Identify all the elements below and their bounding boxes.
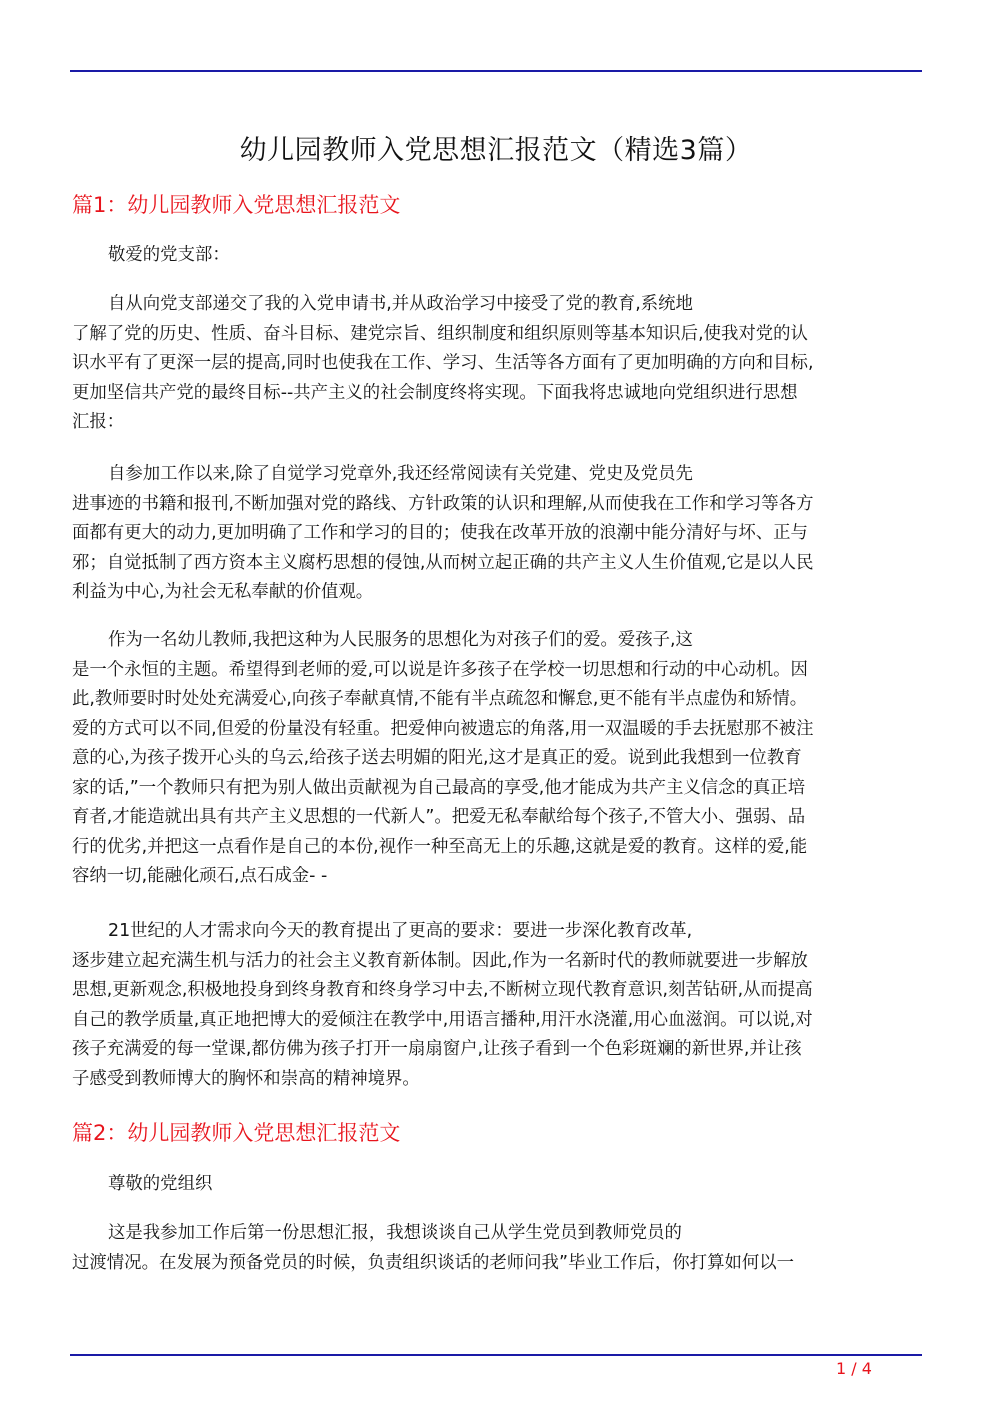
paragraph-line: 爱的方式可以不同,但爱的份量没有轻重。把爱伸向被遗忘的角落,用一双温暖的手去抚慰那不被注 <box>72 718 814 739</box>
paragraph-1-1 <box>72 290 924 438</box>
paragraph-1-3 <box>72 626 924 892</box>
paragraph-line: 此,教师要时时处处充满爱心,向孩子奉献真情,不能有半点疏忽和懈怠,更不能有半点虚伪和矫情。 <box>72 689 808 709</box>
paragraph-line: 自参加工作以来,除了自觉学习党章外,我还经常阅读有关党建、党史及党员先 <box>108 464 693 484</box>
paragraph-line: 面都有更大的动力,更加明确了工作和学习的目的；使我在改革开放的浪潮中能分清好与坏、正与 <box>72 523 808 543</box>
paragraph-line: 汇报： <box>72 412 125 432</box>
paragraph-line: 容纳一切,能融化顽石,点石成金- - <box>72 866 328 886</box>
paragraph-line: 育者,才能造就出具有共产主义思想的一代新人”。把爱无私奉献给每个孩子,不管大小、强弱、品 <box>72 807 806 827</box>
section-1-heading: 篇1：幼儿园教师入党思想汇报范文 <box>72 193 401 217</box>
paragraph-1-4 <box>72 917 924 1094</box>
paragraph-line: 孩子充满爱的每一堂课,都仿佛为孩子打开一扇扇窗户,让孩子看到一个色彩斑斓的新世界,并让孩 <box>72 1039 802 1059</box>
salutation-1 <box>72 241 924 271</box>
paragraph-line: 这是我参加工作后第一份思想汇报，我想谈谈自己从学生党员到教师党员的 <box>108 1223 682 1243</box>
paragraph-1-2 <box>72 460 924 608</box>
paragraph-line: 自从向党支部递交了我的入党申请书,并从政治学习中接受了党的教育,系统地 <box>108 294 693 314</box>
paragraph-line: 家的话,”一个教师只有把为别人做出贡献视为自己最高的享受,他才能成为共产主义信念的真正培 <box>72 777 806 798</box>
paragraph-line: 作为一名幼儿教师,我把这种为人民服务的思想化为对孩子们的爱。爱孩子,这 <box>108 630 693 650</box>
salutation-2 <box>72 1170 924 1200</box>
paragraph-line: 邪；自觉抵制了西方资本主义腐朽思想的侵蚀,从而树立起正确的共产主义人生价值观,它是以人民 <box>72 552 814 573</box>
document-title: 幼儿园教师入党思想汇报范文（精选3篇） <box>239 135 753 166</box>
paragraph-line: 尊敬的党组织 <box>108 1174 213 1194</box>
paragraph-line: 是一个永恒的主题。希望得到老师的爱,可以说是许多孩子在学校一切思想和行动的中心动机。因 <box>72 659 808 680</box>
paragraph-line: 21世纪的人才需求向今天的教育提出了更高的要求：要进一步深化教育改革, <box>108 921 693 941</box>
paragraph-line: 子感受到教师博大的胸怀和崇高的精神境界。 <box>72 1068 420 1089</box>
section-2-heading: 篇2：幼儿园教师入党思想汇报范文 <box>72 1121 401 1145</box>
paragraph-2-1 <box>72 1219 924 1278</box>
paragraph-line: 了解了党的历史、性质、奋斗目标、建党宗旨、组织制度和组织原则等基本知识后,使我对党的认 <box>72 323 808 344</box>
footer-rule <box>70 1354 922 1356</box>
paragraph-line: 利益为中心,为社会无私奉献的价值观。 <box>72 582 374 602</box>
paragraph-line: 自己的教学质量,真正地把博大的爱倾注在教学中,用语言播种,用汗水浇灌,用心血滋润。可以说,对 <box>72 1009 813 1030</box>
paragraph-line: 逐步建立起充满生机与活力的社会主义教育新体制。因此,作为一名新时代的教师就要进一步解放 <box>72 950 808 971</box>
paragraph-line: 行的优劣,并把这一点看作是自己的本份,视作一种至高无上的乐趣,这就是爱的教育。这样的爱,能 <box>72 836 808 857</box>
paragraph-line: 思想,更新观念,积极地投身到终身教育和终身学习中去,不断树立现代教育意识,刻苦钻研,从而提高 <box>72 980 813 1000</box>
paragraph-line: 过渡情况。在发展为预备党员的时候，负责组织谈话的老师问我”毕业工作后，你打算如何以一 <box>72 1252 795 1273</box>
header-rule <box>70 70 922 72</box>
page-number: 1 / 4 <box>836 1359 872 1378</box>
paragraph-line: 识水平有了更深一层的提高,同时也使我在工作、学习、生活等各方面有了更加明确的方向和目标, <box>72 353 814 373</box>
paragraph-line: 意的心,为孩子拨开心头的乌云,给孩子送去明媚的阳光,这才是真正的爱。说到此我想到一位教育 <box>72 748 802 768</box>
paragraph-line: 进事迹的书籍和报刊,不断加强对党的路线、方针政策的认识和理解,从而使我在工作和学习等各方 <box>72 493 814 514</box>
paragraph-line: 更加坚信共产党的最终目标--共产主义的社会制度终将实现。下面我将忠诚地向党组织进行思想 <box>72 382 798 403</box>
paragraph-line: 敬爱的党支部： <box>108 245 230 265</box>
